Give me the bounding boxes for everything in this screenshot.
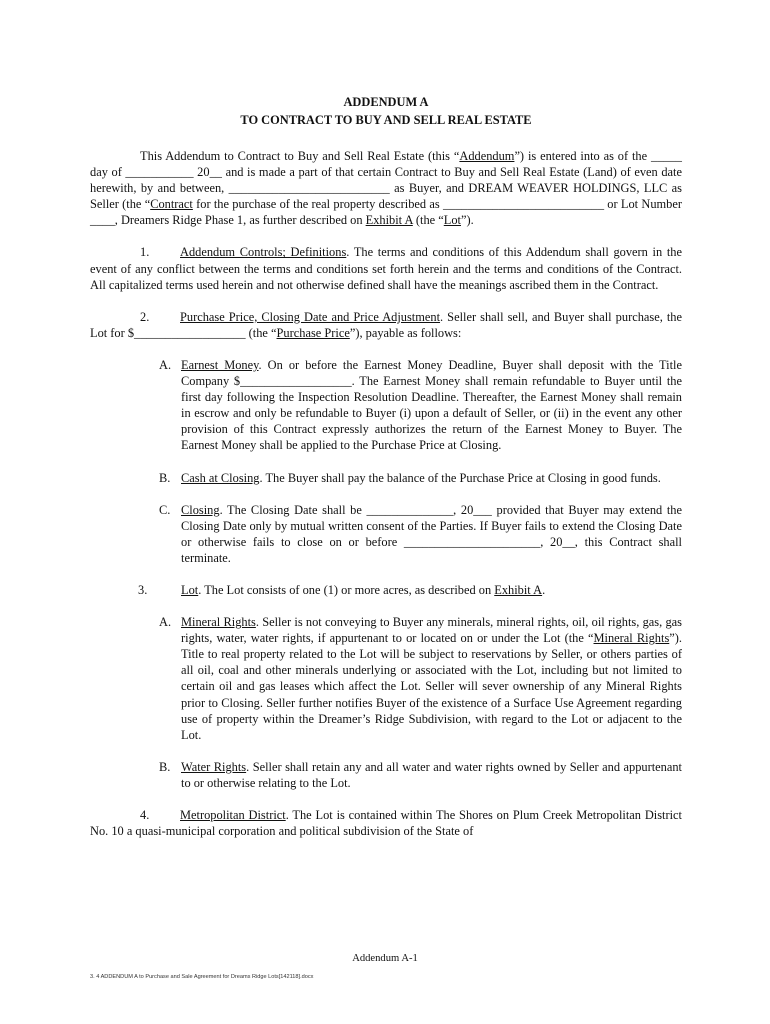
intro-text: ”) is entered into as of the _____ day of ___________ 20__ and is made a part of that certain Contract to Buy and Sell Real Estate (Land) of even date herewith, by and between, __________________________ as Buyer, and DREAM WEAVER HOLDINGS, LLC as Seller (the “ bbox=[90, 149, 682, 212]
subsection-body: . Seller is not conveying to Buyer any minerals, mineral rights, oil, oil rights, gas, gas rights, water, water rights, if appurtenant to or located on or under the Lot (the “ bbox=[181, 615, 683, 646]
subsection-letter: A. bbox=[159, 357, 172, 372]
subsection-body: . Seller shall retain any and all water and water rights owned by Seller and appurtenant to or otherwise relating to the Lot. bbox=[181, 759, 682, 790]
page-footer: Addendum A-1 bbox=[352, 953, 418, 964]
subsection-2b bbox=[159, 470, 682, 486]
section-2 bbox=[90, 309, 682, 341]
subsection-heading: Earnest Money bbox=[181, 357, 259, 372]
document-subtitle: TO CONTRACT TO BUY AND SELL REAL ESTATE bbox=[240, 113, 532, 127]
section-heading: Lot bbox=[181, 582, 199, 597]
contract-defined-term: Contract bbox=[150, 197, 193, 212]
section-number: 2. bbox=[140, 309, 150, 324]
mineral-rights-term: Mineral Rights bbox=[593, 631, 670, 646]
subsection-letter: C. bbox=[159, 502, 171, 517]
section-1 bbox=[90, 244, 682, 292]
intro-text: for the purchase of the real property described as __________________________ or Lot Number ____, Dreamers Ridge Phase 1, as further described on bbox=[90, 197, 682, 228]
section-number: 4. bbox=[140, 808, 150, 822]
document-title: ADDENDUM A bbox=[343, 95, 429, 109]
section-4 bbox=[90, 807, 682, 839]
section-body: ”), payable as follows: bbox=[349, 325, 462, 340]
section-body: . Seller shall sell, and Buyer shall purchase, the Lot for $__________________ (the “ bbox=[90, 309, 682, 340]
subsection-body: . On or before the Earnest Money Deadline, Buyer shall deposit with the Title Company $__________________. The Earnest Money shall remain refundable to Buyer until the first day following the Inspection Resolution Deadline. Thereafter, the Earnest Money shall remain in escrow and only be refundable to Buyer (i) upon a default of Seller, or (ii) in the event any other provision of this Contract expressly authorizes the return of the Earnest Money to Buyer. The Earnest Money shall be applied to the Purchase Price at Closing. bbox=[181, 357, 682, 453]
section-3 bbox=[90, 582, 682, 598]
subsection-letter: B. bbox=[159, 759, 171, 774]
intro-paragraph bbox=[90, 148, 682, 228]
section-body: . The terms and conditions of this Addendum shall govern in the event of any conflict between the terms and conditions set forth herein and the terms and conditions of the Contract. All capitalized terms used herein and not otherwise defined shall have the meanings ascribed them in the Contract. bbox=[90, 245, 682, 292]
section-body: . bbox=[542, 582, 546, 597]
subsection-letter: A. bbox=[159, 615, 172, 630]
subsection-heading: Water Rights bbox=[181, 759, 247, 774]
intro-text: This Addendum to Contract to Buy and Sell Real Estate (this “ bbox=[140, 149, 460, 163]
section-number: 3. bbox=[138, 582, 148, 597]
section-heading: Addendum Controls; Definitions bbox=[180, 245, 347, 260]
subsection-3a bbox=[159, 614, 683, 743]
subsection-body: ”). Title to real property related to the Lot will be subject to reservations by Seller, or others parties of all oil, coal and other minerals underlying or associated with the Lot, including but not limited to certain oil and gas leases which affect the Lot. Seller will sever ownership of any Mineral Rights prior to Closing. Seller further notifies Buyer of the existence of a Surface Use Agreement regarding use of property within the Dreamer’s Ridge Subdivision, with regard to the Lot or adjacent to the Lot. bbox=[181, 631, 682, 742]
subsection-body: . The Closing Date shall be ______________, 20___ provided that Buyer may extend the Closing Date only by mutual written consent of the Parties. If Buyer fails to extend the Closing Date or otherwise fails to close on or before ______________________, 20__, this Contract shall terminate. bbox=[181, 502, 682, 565]
subsection-heading: Mineral Rights bbox=[181, 615, 256, 630]
subsection-heading: Closing bbox=[181, 502, 220, 517]
addendum-defined-term: Addendum bbox=[459, 149, 515, 163]
subsection-2c bbox=[159, 502, 682, 566]
section-body: . The Lot consists of one (1) or more acres, as described on bbox=[198, 582, 495, 597]
section-number: 1. bbox=[140, 245, 150, 260]
section-heading: Purchase Price, Closing Date and Price Adjustment bbox=[180, 309, 441, 324]
exhibit-a-reference: Exhibit A bbox=[365, 213, 413, 228]
purchase-price-term: Purchase Price bbox=[276, 325, 350, 340]
intro-text: ”). bbox=[460, 213, 474, 228]
section-heading: Metropolitan District bbox=[180, 808, 286, 822]
subsection-3b bbox=[159, 759, 682, 791]
intro-text: (the “ bbox=[412, 213, 444, 228]
subsection-letter: B. bbox=[159, 470, 171, 485]
lot-defined-term: Lot bbox=[443, 213, 461, 228]
section-body: . The Lot is contained within The Shores on Plum Creek Metropolitan District No. 10 a quasi-municipal corporation and political subdivision of the State of bbox=[90, 808, 682, 839]
file-name-note: 3. 4 ADDENDUM A to Purchase and Sale Agreement for Dreams Ridge Lots[142118].docx bbox=[90, 974, 314, 980]
subsection-2a bbox=[159, 357, 682, 454]
subsection-heading: Cash at Closing bbox=[181, 470, 260, 485]
exhibit-a-reference: Exhibit A bbox=[494, 582, 543, 597]
subsection-body: . The Buyer shall pay the balance of the Purchase Price at Closing in good funds. bbox=[259, 470, 661, 485]
